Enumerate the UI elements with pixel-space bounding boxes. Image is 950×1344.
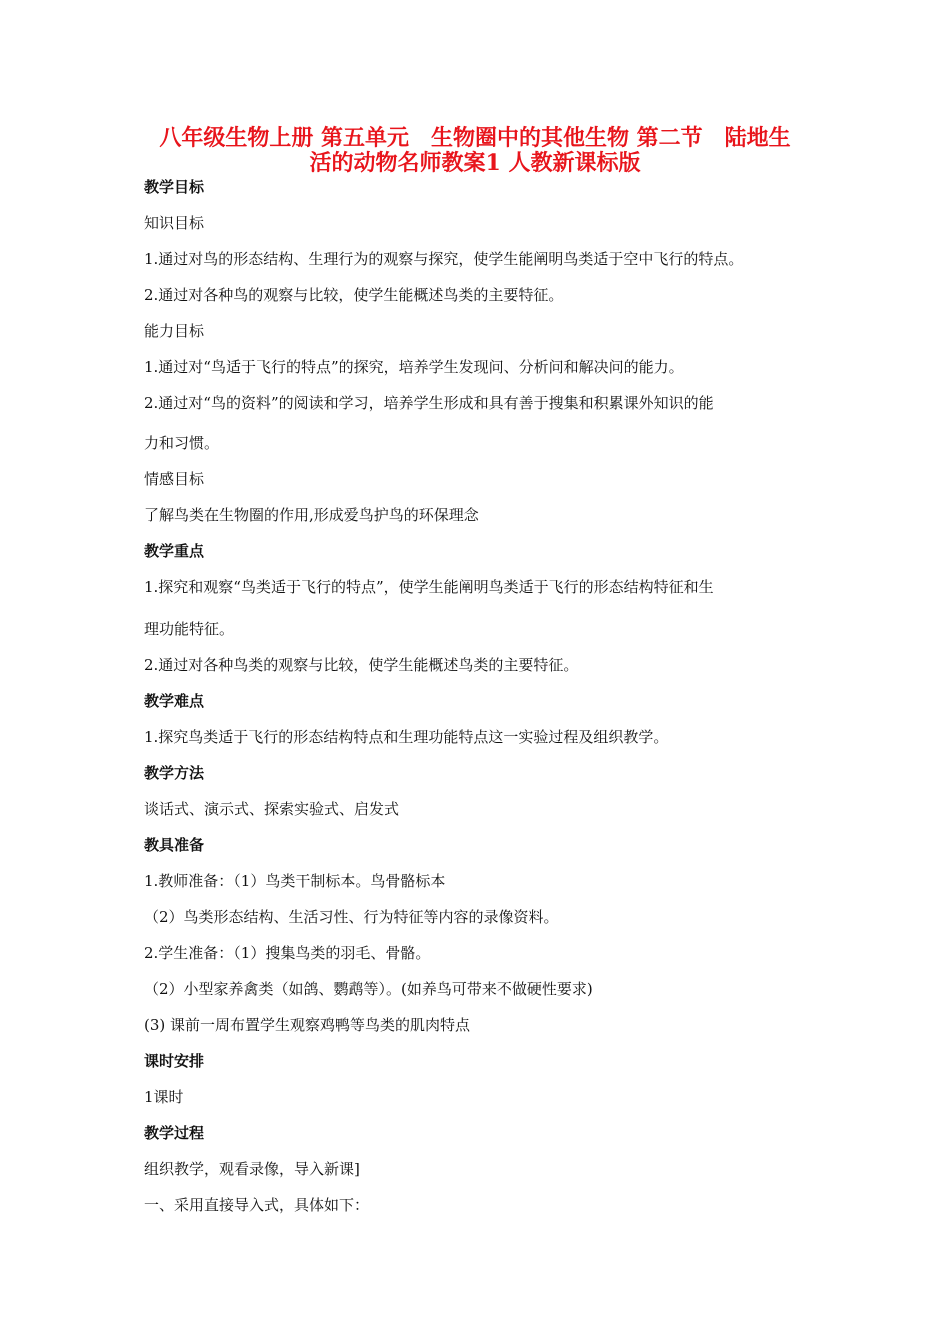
body-text-line: 2.学生准备：（1）搜集鸟类的羽毛、骨骼。 [144, 944, 431, 962]
body-text-line: 组织教学，观看录像，导入新课] [144, 1160, 360, 1178]
section-heading: 教学方法 [144, 764, 205, 782]
body-text-line: （2）鸟类形态结构、生活习性、行为特征等内容的录像资料。 [144, 908, 559, 926]
body-text-line: 2.通过对各种鸟的观察与比较，使学生能概述鸟类的主要特征。 [144, 286, 564, 304]
body-text-line: 能力目标 [144, 322, 205, 340]
body-text-line: 1.探究和观察“鸟类适于飞行的特点”，使学生能阐明鸟类适于飞行的形态结构特征和生 [144, 578, 714, 596]
body-text-line: 1课时 [144, 1088, 184, 1106]
body-text-line: 力和习惯。 [144, 434, 220, 452]
body-text-line: 理功能特征。 [144, 620, 235, 638]
body-text-line: 一、采用直接导入式，具体如下： [144, 1196, 370, 1214]
document-title-line-1: 八年级生物上册 第五单元 生物圈中的其他生物 第二节 陆地生 [159, 125, 791, 151]
body-text-line: (3) 课前一周布置学生观察鸡鸭等鸟类的肌肉特点 [144, 1016, 471, 1034]
body-text-line: 了解鸟类在生物圈的作用,形成爱鸟护鸟的环保理念 [144, 506, 479, 524]
section-heading: 教学重点 [144, 542, 205, 560]
section-heading: 教具准备 [144, 836, 205, 854]
body-text-line: 1.探究鸟类适于飞行的形态结构特点和生理功能特点这一实验过程及组织教学。 [144, 728, 669, 746]
body-text-line: 情感目标 [144, 470, 205, 488]
body-text-line: （2）小型家养禽类（如鸽、鹦鹉等）。(如养鸟可带来不做硬性要求) [144, 980, 593, 998]
body-text-line: 1.通过对“鸟适于飞行的特点”的探究，培养学生发现问、分析问和解决问的能力。 [144, 358, 684, 376]
section-heading: 教学难点 [144, 692, 205, 710]
body-text-line: 2.通过对各种鸟类的观察与比较，使学生能概述鸟类的主要特征。 [144, 656, 579, 674]
body-text-line: 知识目标 [144, 214, 205, 232]
section-heading: 教学过程 [144, 1124, 205, 1142]
body-text-line: 1.教师准备：（1）鸟类干制标本。鸟骨骼标本 [144, 872, 446, 890]
body-text-line: 谈话式、演示式、探索实验式、启发式 [144, 800, 400, 818]
body-text-line: 1.通过对鸟的形态结构、生理行为的观察与探究，使学生能阐明鸟类适于空中飞行的特点。 [144, 250, 744, 268]
section-heading: 教学目标 [144, 178, 205, 196]
document-title-line-2: 活的动物名师教案1 人教新课标版 [309, 150, 641, 176]
section-heading: 课时安排 [144, 1052, 205, 1070]
body-text-line: 2.通过对“鸟的资料”的阅读和学习，培养学生形成和具有善于搜集和积累课外知识的能 [144, 394, 714, 412]
